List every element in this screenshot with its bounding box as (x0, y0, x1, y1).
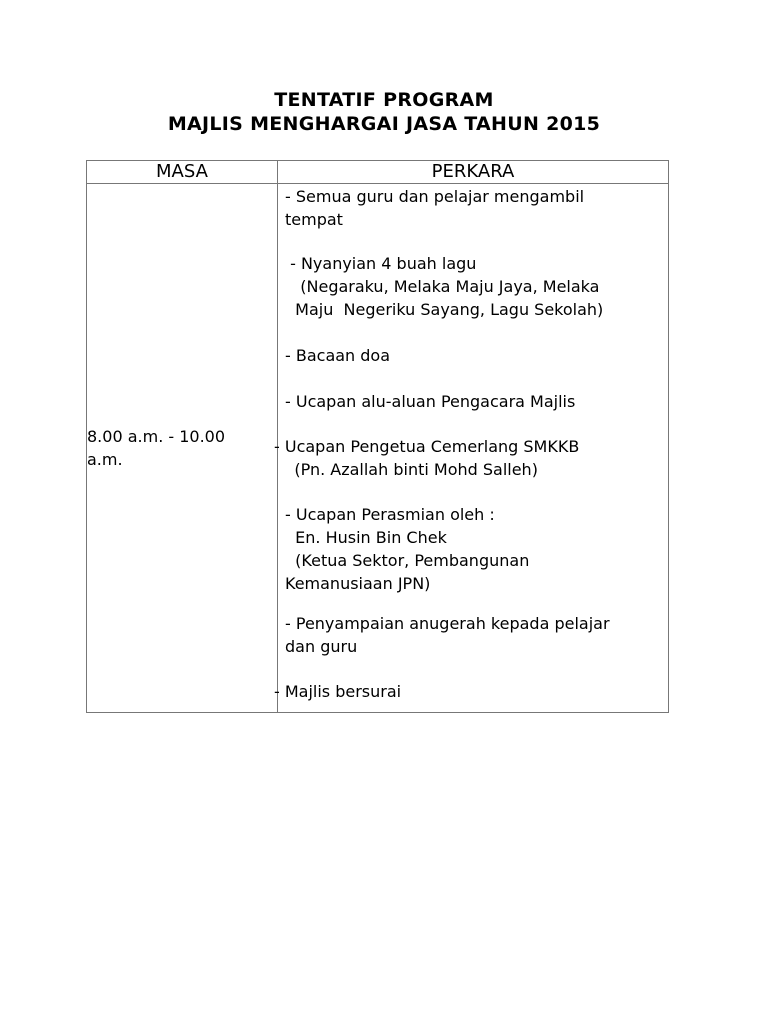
header-perkara: PERKARA (278, 161, 669, 184)
document-subtitle: MAJLIS MENGHARGAI JASA TAHUN 2015 (167, 113, 601, 135)
masa-value: 8.00 a.m. - 10.00 a.m. (87, 427, 226, 469)
agenda-item: - Ucapan alu-aluan Pengacara Majlis (285, 392, 576, 411)
table-row (87, 184, 669, 713)
agenda-item: - Ucapan Pengetua Cemerlang SMKKB (Pn. Azallah binti Mohd Salleh) (274, 437, 580, 479)
program-table (86, 160, 669, 713)
agenda-item: - Nyanyian 4 buah lagu (Negaraku, Melaka Maju Jaya, Melaka Maju Negeriku Sayang, Lagu Sekolah) (290, 254, 604, 319)
perkara-cell (274, 184, 669, 713)
agenda-item: - Penyampaian anugerah kepada pelajar dan guru (285, 614, 610, 656)
agenda-item: - Bacaan doa (285, 346, 391, 365)
agenda-item: - Semua guru dan pelajar mengambil tempat (285, 187, 585, 229)
agenda-item: - Ucapan Perasmian oleh : En. Husin Bin Chek (Ketua Sektor, Pembangunan Kemanusiaan JPN) (285, 505, 530, 593)
header-masa: MASA (87, 161, 278, 184)
masa-cell (87, 184, 278, 713)
document-title: TENTATIF PROGRAM (274, 89, 494, 111)
table-header-row (87, 161, 669, 184)
agenda-item: - Majlis bersurai (274, 682, 402, 701)
